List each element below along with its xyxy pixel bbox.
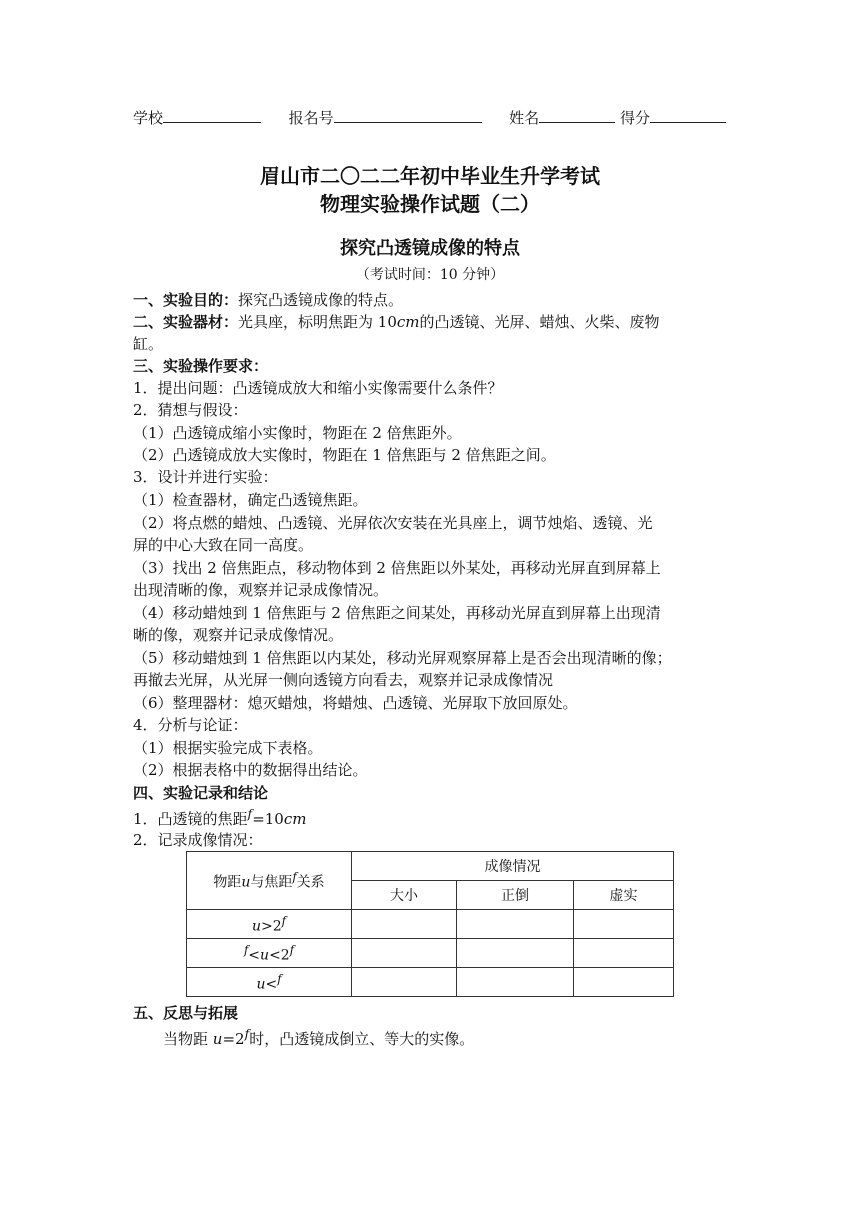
exam-subtitle: 物理实验操作试题（二） bbox=[320, 192, 540, 216]
table-row bbox=[187, 910, 674, 939]
header-real-virtual: 虚实 bbox=[574, 881, 674, 910]
table-row bbox=[187, 939, 674, 968]
section-2-unit: cm bbox=[396, 313, 420, 331]
focal-unit: cm bbox=[283, 810, 307, 828]
section-2-cont: 缸。 bbox=[133, 335, 164, 353]
instruction-line: （1）检查器材，确定凸透镜焦距。 bbox=[133, 491, 368, 509]
exam-title: 眉山市二〇二二年初中毕业生升学考试 bbox=[260, 164, 600, 188]
row-condition: $u>2^f$ bbox=[187, 910, 352, 939]
score-blank[interactable] bbox=[650, 107, 726, 123]
cell-orientation[interactable] bbox=[457, 910, 574, 939]
section-5-heading: 五、反思与拓展 bbox=[133, 1004, 239, 1022]
header-fields bbox=[133, 107, 733, 131]
row-condition: u<$^f$ bbox=[187, 968, 352, 997]
section-3-heading: 三、实验操作要求： bbox=[133, 357, 269, 375]
instruction-line: （2）根据表格中的数据得出结论。 bbox=[133, 761, 368, 779]
instruction-line: 出现清晰的像，观察并记录成像情况。 bbox=[133, 581, 389, 599]
cell-real-virtual[interactable] bbox=[574, 939, 674, 968]
exam-time: （考试时间：10 分钟） bbox=[355, 267, 505, 283]
instruction-line: 再撤去光屏，从光屏一侧向透镜方向看去，观察并记录成像情况 bbox=[133, 671, 554, 689]
header-size: 大小 bbox=[352, 881, 457, 910]
name-blank[interactable] bbox=[539, 107, 615, 123]
focal-symbol: f bbox=[247, 806, 253, 821]
instruction-line: （5）移动蜡烛到 1 倍焦距以内某处，移动光屏观察屏幕上是否会出现清晰的像； bbox=[133, 649, 672, 667]
cell-real-virtual[interactable] bbox=[574, 968, 674, 997]
reg-number-blank[interactable] bbox=[334, 107, 482, 123]
row-condition: $^f<u<2^f$ bbox=[187, 939, 352, 968]
section-2-heading: 二、实验器材： bbox=[133, 313, 239, 331]
cell-orientation[interactable] bbox=[457, 968, 574, 997]
instruction-line: （3）找出 2 倍焦距点，移动物体到 2 倍焦距以外某处，再移动光屏直到屏幕上 bbox=[133, 559, 661, 577]
instruction-line: 2．猜想与假设： bbox=[133, 401, 248, 419]
table-row bbox=[187, 968, 674, 997]
section-1 bbox=[133, 289, 733, 310]
section-2-text-b: 的凸透镜、光屏、蜡烛、火柴、废物 bbox=[419, 313, 660, 331]
instruction-line: （1）凸透镜成缩小实像时，物距在 2 倍焦距外。 bbox=[133, 424, 462, 442]
section-2 bbox=[133, 311, 733, 332]
school-blank[interactable] bbox=[163, 107, 261, 123]
cell-size[interactable] bbox=[352, 939, 457, 968]
instruction-line: （6）整理器材：熄灭蜡烛，将蜡烛、凸透镜、光屏取下放回原处。 bbox=[133, 694, 578, 712]
instruction-line: （2）将点燃的蜡烛、凸透镜、光屏依次安装在光具座上，调节烛焰、透镜、光 bbox=[133, 514, 653, 532]
header-imaging: 成像情况 bbox=[352, 852, 674, 881]
section-2-text-a: 光具座，标明焦距为 10 bbox=[238, 313, 397, 331]
reg-number-label: 报名号 bbox=[288, 109, 334, 127]
focal-prefix: 1．凸透镜的焦距 bbox=[133, 810, 248, 828]
cell-size[interactable] bbox=[352, 968, 457, 997]
header-orientation: 正倒 bbox=[457, 881, 574, 910]
instruction-line: 4．分析与论证： bbox=[133, 716, 248, 734]
section-5-text: 当物距 $u=2^f$时，凸透镜成倒立、等大的实像。 bbox=[163, 1026, 475, 1048]
focal-length-line bbox=[133, 806, 733, 829]
cell-orientation[interactable] bbox=[457, 939, 574, 968]
instruction-line: （4）移动蜡烛到 1 倍焦距与 2 倍焦距之间某处，再移动光屏直到屏幕上出现清 bbox=[133, 604, 661, 622]
record-table bbox=[186, 851, 674, 997]
experiment-title: 探究凸透镜成像的特点 bbox=[340, 238, 520, 259]
instruction-line: 3．设计并进行实验： bbox=[133, 468, 278, 486]
cell-size[interactable] bbox=[352, 910, 457, 939]
instruction-line: 1．提出问题：凸透镜成放大和缩小实像需要什么条件？ bbox=[133, 379, 503, 397]
school-label: 学校 bbox=[133, 109, 164, 127]
focal-value: =10 bbox=[252, 810, 284, 828]
section-1-text: 探究凸透镜成像的特点。 bbox=[238, 291, 404, 309]
instruction-line: （1）根据实验完成下表格。 bbox=[133, 739, 323, 757]
cell-real-virtual[interactable] bbox=[574, 910, 674, 939]
header-distance-relation: 物距u与焦距$^f$关系 bbox=[187, 852, 352, 910]
instruction-line: 屏的中心大致在同一高度。 bbox=[133, 536, 314, 554]
instruction-line: （2）凸透镜成放大实像时，物距在 1 倍焦距与 2 倍焦距之间。 bbox=[133, 446, 556, 464]
name-label: 姓名 bbox=[509, 109, 540, 127]
instruction-line: 晰的像，观察并记录成像情况。 bbox=[133, 626, 344, 644]
record-label: 2．记录成像情况： bbox=[133, 831, 263, 849]
score-label: 得分 bbox=[619, 109, 650, 127]
section-1-heading: 一、实验目的： bbox=[133, 291, 239, 309]
section-4-heading: 四、实验记录和结论 bbox=[133, 784, 269, 802]
